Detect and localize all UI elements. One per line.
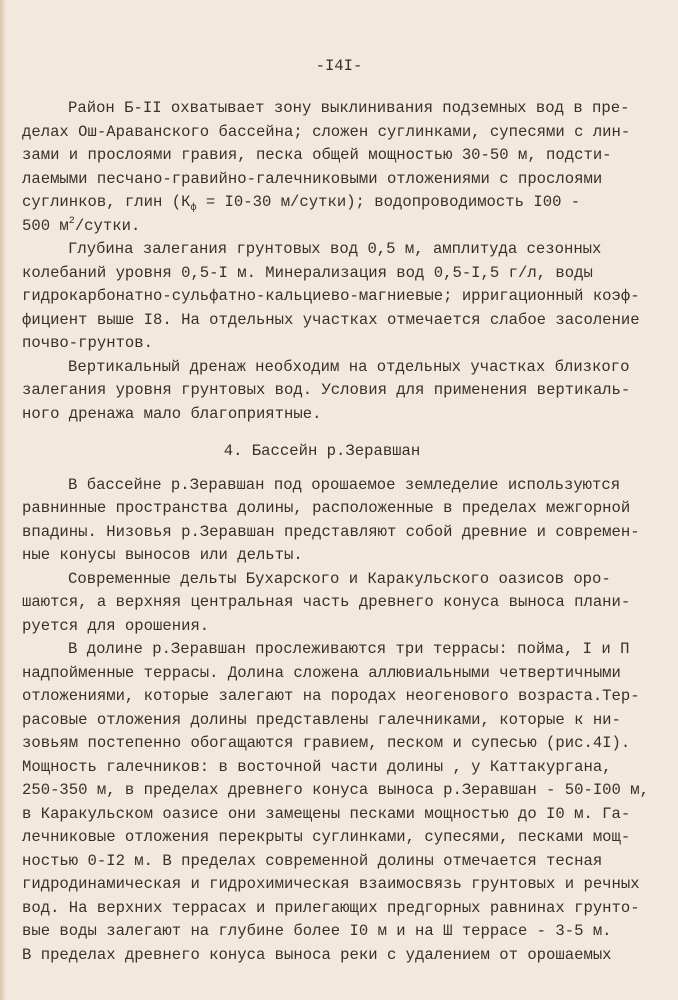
text-line: колебаний уровня 0,5-I м. Минерализация вод 0,5-I,5 г/л, воды (22, 263, 593, 282)
text-segment: 500 м (22, 216, 69, 235)
text-line: гидродинамическая и гидрохимическая взаимосвязь грунтовых и речных (22, 875, 640, 893)
text-line (22, 191, 662, 215)
section-heading: 4. Бассейн р.Зеравшан (223, 442, 421, 460)
text-line: Вертикальный дренаж необходим на отдельных участках близкого (68, 357, 630, 376)
text-line: вые воды залегают на глубине более I0 м и на Ш террасе - 3-5 м. (22, 922, 612, 940)
document-body (22, 97, 662, 967)
paragraph (22, 474, 662, 568)
text-segment: = I0-30 м/сутки); водопроводимость I00 - (196, 193, 581, 211)
paragraph (22, 356, 662, 427)
text-line: ностью 0-I2 м. В пределах современной долины отмечается тесная (22, 851, 603, 870)
paragraph (22, 97, 662, 238)
text-line: расовые отложения долины представлены галечниками, которые к ни- (22, 710, 621, 729)
superscript: 2 (68, 215, 75, 227)
text-line: фициент выше I8. На отдельных участках отмечается слабое засоление (22, 310, 640, 329)
text-line: зами и прослоями гравия, песка общей мощностью 30-50 м, подсти- (22, 146, 612, 164)
text-line: Район Б-II охватывает зону выклинивания подземных вод в пре- (68, 99, 630, 117)
text-line: лаемыми песчано-гравийно-галечниковыми отложениями с прослоями (22, 169, 603, 188)
text-line: В бассейне р.Зеравшан под орошаемое земледелие используются (68, 475, 621, 494)
paragraph (22, 638, 662, 944)
text-line: 250-350 м, в пределах древнего конуса выноса р.Зеравшан - 50-I00 м, (22, 781, 649, 799)
text-line: ные конусы выносов или дельты. (22, 546, 303, 564)
page-number: -I4I- (315, 57, 363, 75)
text-line: в Каракульском оазисе они замещены песками мощностью до I0 м. Га- (22, 804, 631, 823)
paragraph (22, 944, 662, 968)
text-line: В долине р.Зеравшан прослеживаются три террасы: пойма, I и П (68, 640, 630, 658)
subscript: ф (190, 203, 197, 214)
paragraph (22, 238, 662, 356)
text-line: шаются, а верхняя центральная часть древнего конуса выноса плани- (22, 593, 631, 611)
text-line: Современные дельты Бухарского и Каракульского оазисов оро- (68, 569, 611, 588)
text-line: надпойменные террасы. Долина сложена аллювиальными четвертичными (22, 663, 621, 682)
text-line: Глубина залегания грунтовых вод 0,5 м, амплитуда сезонных (68, 240, 602, 258)
text-line: равнинные пространства долины, расположенные в пределах межгорной (22, 499, 631, 517)
text-line: зовьям постепенно обогащаются гравием, песком и супесью (рис.4I). (22, 734, 631, 752)
text-line: отложениями, которые залегают на породах неогенового возраста.Тер- (22, 687, 640, 705)
text-line: делах Ош-Араванского бассейна; сложен суглинками, супесями с лин- (22, 122, 631, 141)
text-segment: /сутки. (74, 216, 141, 235)
text-line (22, 215, 662, 239)
paragraph (22, 568, 662, 639)
text-line: гидрокарбонатно-сульфатно-кальциево-магниевые; ирригационный коэф- (22, 287, 640, 305)
text-line: вод. На верхних террасах и прилегающих предгорных равнинах грунто- (22, 898, 640, 917)
text-line: почво-грунтов. (22, 334, 154, 352)
text-line: руется для орошения. (22, 616, 210, 635)
text-line: лечниковые отложения перекрыты суглинками, супесями, песками мощ- (22, 828, 631, 846)
text-segment: суглинков, глин (К (22, 193, 191, 211)
text-line: ного дренажа мало благоприятные. (22, 404, 322, 423)
text-line: Мощность галечников: в восточной части долины , у Каттакургана, (22, 757, 612, 776)
page-edge-shadow (0, 0, 6, 1000)
text-line: впадины. Низовья р.Зеравшан представляют собой древние и современ- (22, 522, 640, 541)
text-line: В пределах древнего конуса выноса реки с удалением от орошаемых (22, 945, 612, 964)
text-line: залегания уровня грунтовых вод. Условия для применения вертикаль- (22, 381, 631, 399)
